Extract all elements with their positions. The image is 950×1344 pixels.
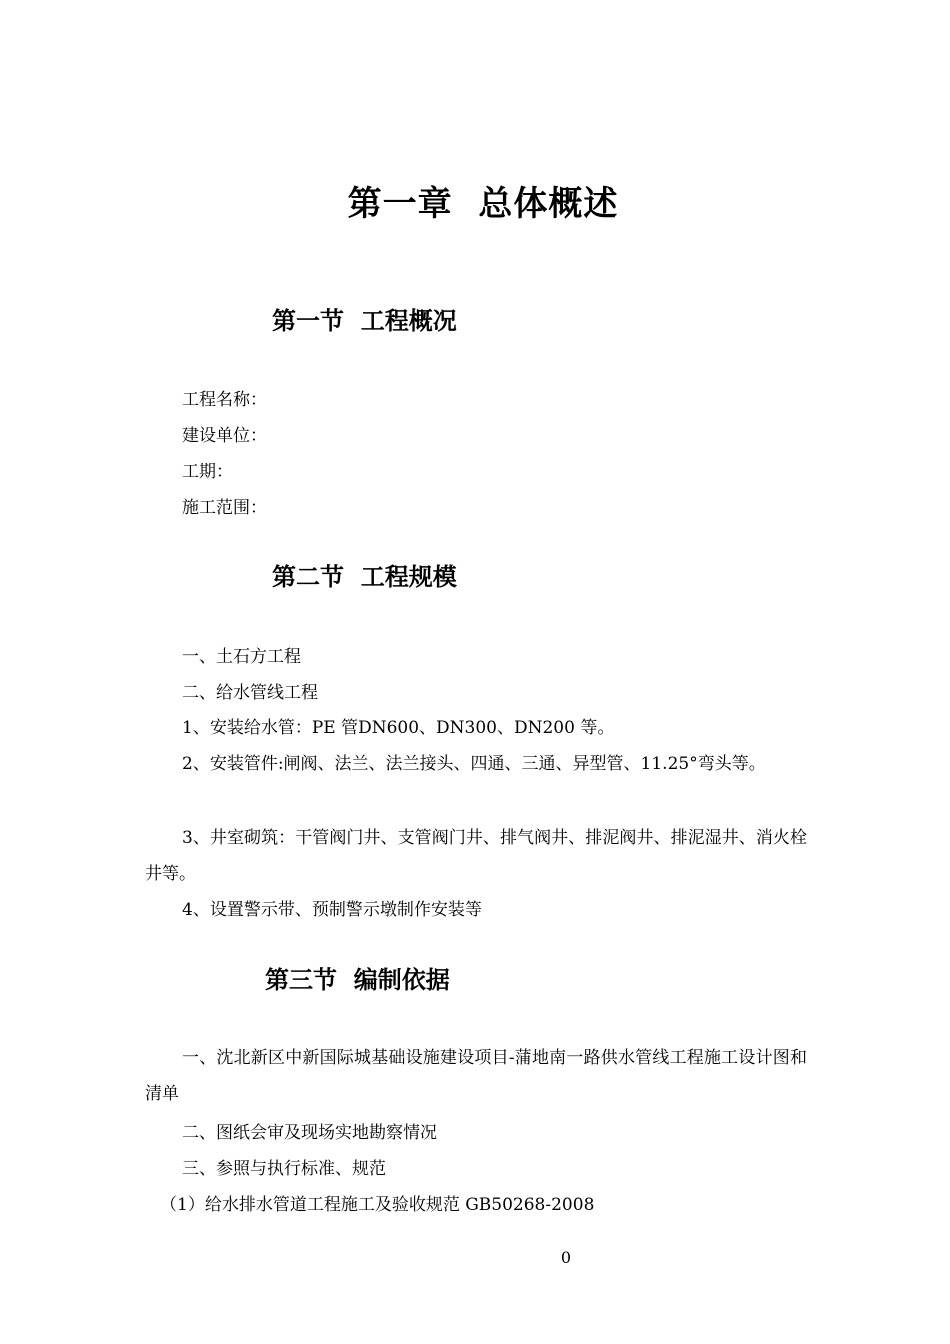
basis-item-standards: 三、参照与执行标准、规范 <box>182 1159 386 1179</box>
basis-item-standard-gb50268: （1）给水排水管道工程施工及验收规范 GB50268-2008 <box>160 1195 595 1215</box>
scale-item-install-fittings: 2、安装管件:闸阀、法兰、法兰接头、四通、三通、异型管、11.25°弯头等。 <box>182 754 766 774</box>
project-name-label: 工程名称： <box>182 390 267 410</box>
section-title-overview: 第一节 工程概况 <box>272 307 457 335</box>
scale-item-earthwork: 一、土石方工程 <box>182 647 301 667</box>
scale-item-water-pipeline: 二、给水管线工程 <box>182 683 318 703</box>
duration-label: 工期： <box>182 462 233 482</box>
section-title-scale: 第二节 工程规模 <box>272 563 457 591</box>
basis-item-drawing-review: 二、图纸会审及现场实地勘察情况 <box>182 1123 437 1143</box>
scale-item-warning-tape: 4、设置警示带、预制警示墩制作安装等 <box>182 900 482 920</box>
construction-unit-label: 建设单位： <box>182 426 267 446</box>
chapter-title: 第一章 总体概述 <box>347 184 619 224</box>
scale-item-chamber-masonry: 3、井室砌筑：干管阀门井、支管阀门井、排气阀井、排泥阀井、排泥湿井、消火栓井等。 <box>145 828 807 884</box>
basis-item-design-drawings: 一、沈北新区中新国际城基础设施建设项目-蒲地南一路供水管线工程施工设计图和清单 <box>145 1048 807 1104</box>
construction-scope-label: 施工范围： <box>182 498 267 518</box>
page-number: 0 <box>560 1248 572 1267</box>
section-title-basis: 第三节 编制依据 <box>265 966 450 994</box>
scale-item-install-pipe: 1、安装给水管：PE 管DN600、DN300、DN200 等。 <box>182 718 615 738</box>
